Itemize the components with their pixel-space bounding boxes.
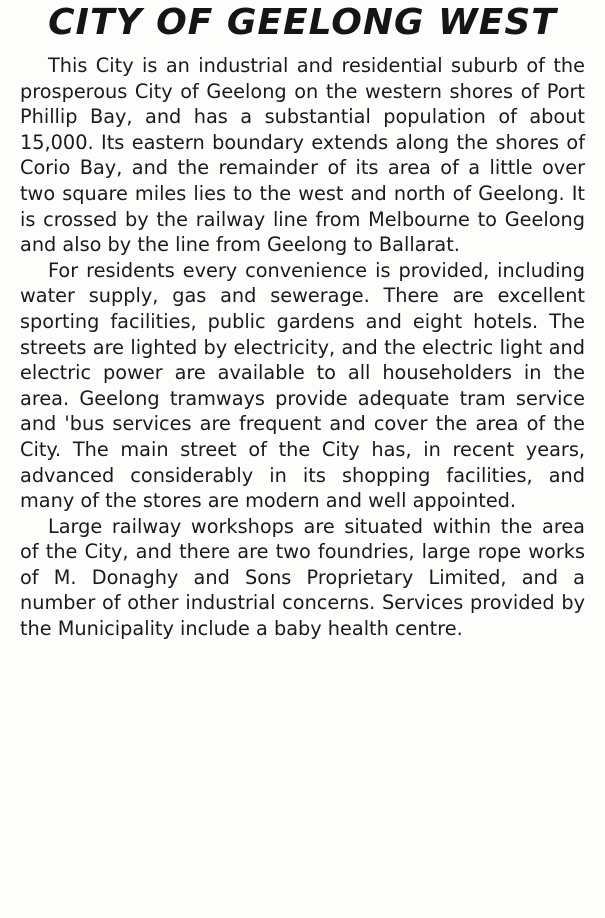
paragraph-intro: This City is an industrial and residential suburb of the prosperous City of Geelong on the western shores of Port Phillip Bay, and has a substantial population of about 15,000. Its eastern boundary extends along the shores of Corio Bay, and the remainder of its area of a little over two square miles lies to the west and north of Geelong. It is crossed by the railway line from Melbourne to Geelong and also by the line from Geelong to Ballarat.	[20, 54, 585, 257]
paragraph-industry: Large railway workshops are situated within the area of the City, and there are two foundries, large rope works of M. Donaghy and Sons Proprietary Limited, and a number of other industrial concerns. Services provided by the Municipality include a baby health centre.	[20, 514, 585, 641]
paragraph-amenities: For residents every convenience is provided, including water supply, gas and sewerage. There are excellent sporting facilities, public gardens and eight hotels. The streets are lighted by electricity, and the electric light and electric power are available to all householders in the area. Geelong tramways provide adequate tram service and 'bus services are frequent and cover the area of the City. The main street of the City has, in recent years, advanced considerably in its shopping facilities, and many of the stores are modern and well appointed.	[20, 258, 585, 513]
article-body	[20, 53, 585, 642]
article-title: CITY OF GEELONG WEST	[48, 2, 557, 43]
